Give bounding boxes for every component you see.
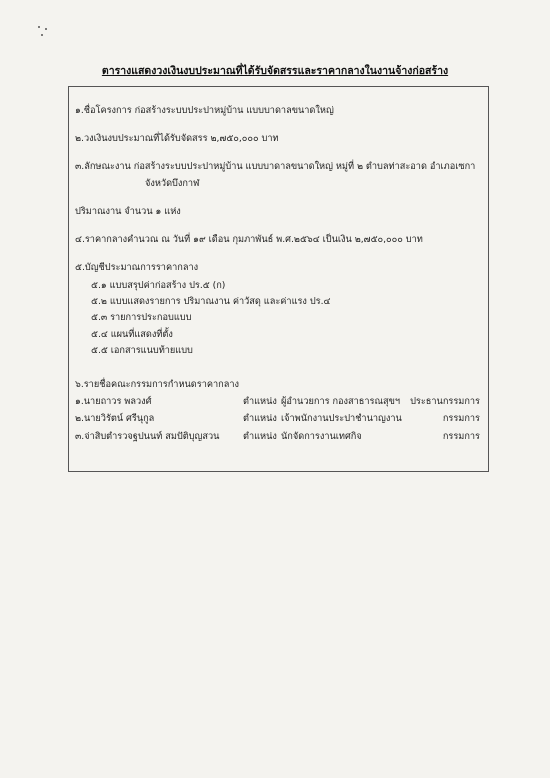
estimate-list-heading: ๕.บัญชีประมาณการราคากลาง (75, 262, 199, 273)
committee-member-name: ๒.นายวิรัตน์ ศรีนุกูล (75, 413, 155, 424)
faint-stamp-mark (225, 42, 325, 54)
estimate-item: ๕.๔ แผนที่แสดงที่ตั้ง (91, 329, 173, 340)
committee-member-role: ประธานกรรมการ (410, 396, 480, 407)
committee-member-role: กรรมการ (442, 431, 480, 442)
committee-member-position: นักจัดการงานเทศกิจ (281, 431, 362, 442)
committee-member-position: เจ้าพนักงานประปาชำนาญงาน (281, 413, 402, 424)
committee-member-position: ผู้อำนวยการ กองสาธารณสุขฯ (281, 396, 401, 407)
content-frame (68, 86, 489, 472)
estimate-item: ๕.๓ รายการประกอบแบบ (91, 312, 192, 323)
committee-member-role: กรรมการ (442, 413, 480, 424)
scan-artifact (36, 24, 50, 38)
committee-position-label: ตำแหน่ง (243, 396, 277, 407)
budget-amount: ๒.วงเงินงบประมาณที่ได้รับจัดสรร ๒,๗๕๐,๐๐๐ บาท (75, 133, 279, 144)
work-quantity: ปริมาณงาน จำนวน ๑ แห่ง (75, 206, 181, 217)
estimate-item: ๕.๒ แบบแสดงรายการ ปริมาณงาน ค่าวัสดุ และค่าแรง ปร.๔ (91, 296, 331, 307)
median-price: ๔.ราคากลางคำนวณ ณ วันที่ ๑๙ เดือน กุมภาพันธ์ พ.ศ.๒๕๖๔ เป็นเงิน ๒,๗๕๐,๐๐๐ บาท (75, 234, 423, 245)
work-description-line2: จังหวัดบึงกาฬ (145, 178, 200, 189)
committee-position-label: ตำแหน่ง (243, 431, 277, 442)
committee-heading: ๖.รายชื่อคณะกรรมการกำหนดราคากลาง (75, 379, 239, 390)
committee-member-name: ๓.จ่าสิบตำรวจฐปนนท์ สมปัติบุญสวน (75, 431, 220, 442)
committee-position-label: ตำแหน่ง (243, 413, 277, 424)
committee-member-name: ๑.นายถาวร พลวงศ์ (75, 396, 152, 407)
document-title: ตารางแสดงวงเงินงบประมาณที่ได้รับจัดสรรและราคากลางในงานจ้างก่อสร้าง (101, 65, 449, 77)
project-name: ๑.ชื่อโครงการ ก่อสร้างระบบประปาหมู่บ้าน แบบบาดาลขนาดใหญ่ (75, 105, 334, 116)
work-description-line1: ๓.ลักษณะงาน ก่อสร้างระบบประปาหมู่บ้าน แบบบาดาลขนาดใหญ่ หมู่ที่ ๒ ตำบลท่าสะอาด อำเภอเซกา (75, 161, 476, 172)
estimate-item: ๕.๑ แบบสรุปค่าก่อสร้าง ปร.๕ (ก) (91, 280, 226, 291)
estimate-item: ๕.๕ เอกสารแนบท้ายแบบ (91, 345, 193, 356)
